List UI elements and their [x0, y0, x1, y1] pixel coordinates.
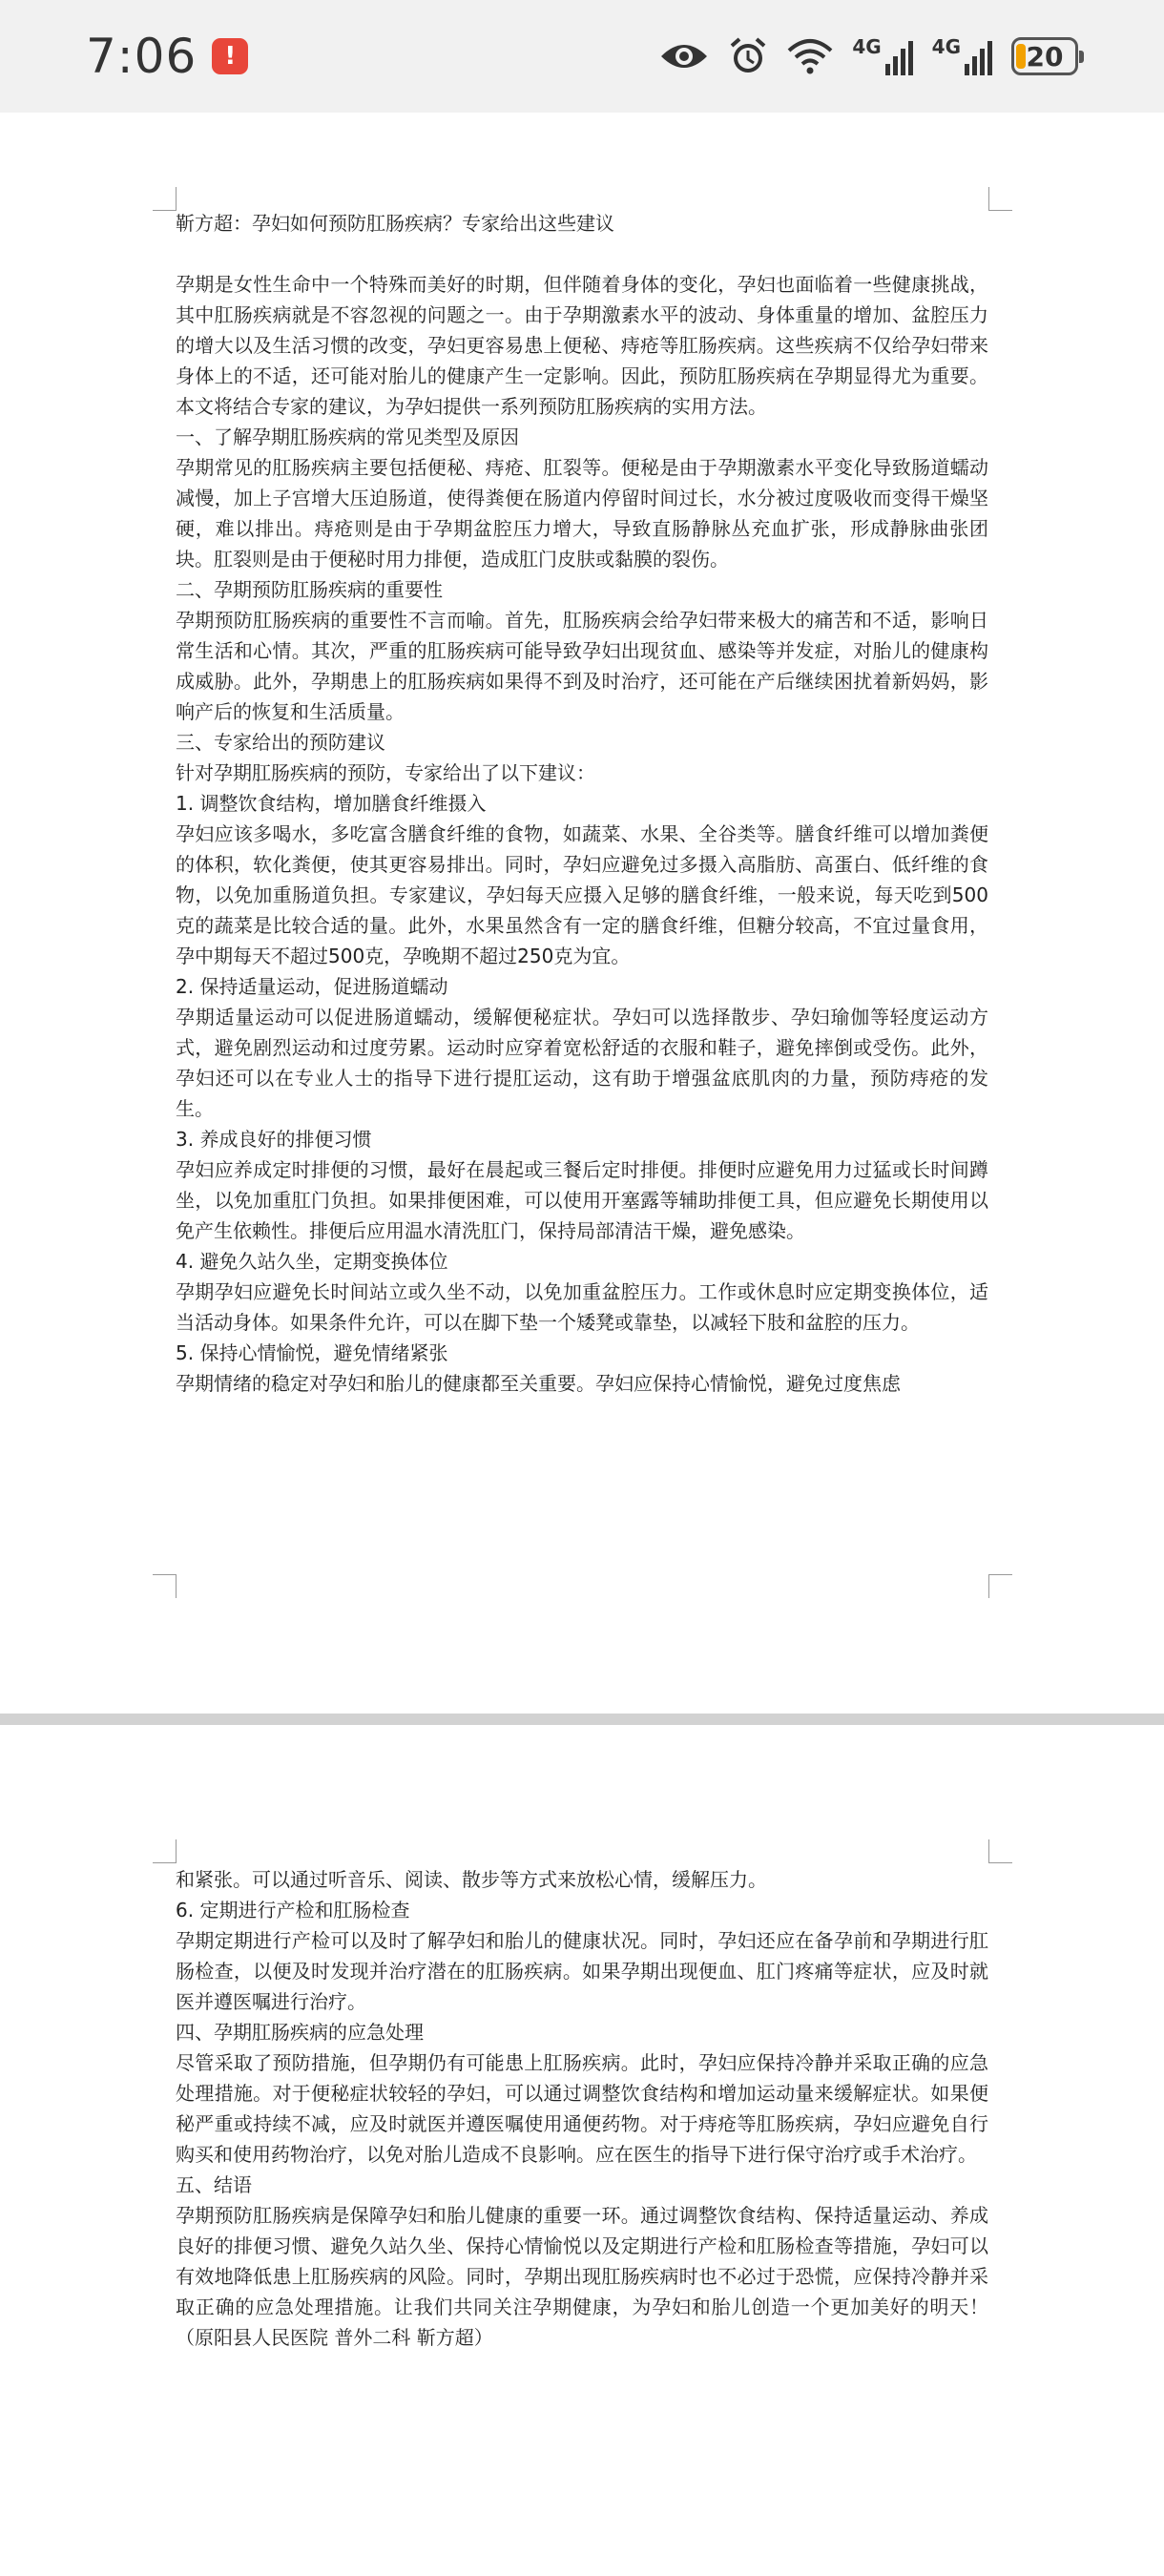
page-separator [0, 1714, 1164, 1725]
signal-icon: 4G [852, 37, 912, 75]
subheading: 3. 养成良好的排便习惯 [176, 1128, 372, 1151]
paragraph: 孕期定期进行产检可以及时了解孕妇和胎儿的健康状况。同时，孕妇还应在备孕前和孕期进行肛肠检查，以便及时发现并治疗潜在的肛肠疾病。如果孕期出现便血、肛门疼痛等症状，应及时就医并遵医嘱进行治疗。 [176, 1929, 988, 2013]
alarm-icon [728, 36, 768, 76]
document-title: 靳方超：孕妇如何预防肛肠疾病？专家给出这些建议 [176, 212, 614, 235]
section-heading: 四、孕期肛肠疾病的应急处理 [176, 2021, 424, 2044]
clock: 7:06 [86, 29, 197, 84]
paragraph: 孕妇应养成定时排便的习惯，最好在晨起或三餐后定时排便。排便时应避免用力过猛或长时间蹲坐，以免加重肛门负担。如果排便困难，可以使用开塞露等辅助排便工具，但应避免长期使用以免产生依赖性。排便后应用温水清洗肛门，保持局部清洁干燥，避免感染。 [176, 1158, 988, 1242]
subheading: 6. 定期进行产检和肛肠检查 [176, 1899, 410, 1922]
battery-level: 20 [1026, 40, 1064, 73]
paragraph: 孕期孕妇应避免长时间站立或久坐不动，以免加重盆腔压力。工作或休息时应定期变换体位，适当活动身体。如果条件允许，可以在脚下垫一个矮凳或靠垫，以减轻下肢和盆腔的压力。 [176, 1280, 988, 1334]
paragraph: 尽管采取了预防措施，但孕期仍有可能患上肛肠疾病。此时，孕妇应保持冷静并采取正确的应急处理措施。对于便秘症状较轻的孕妇，可以通过调整饮食结构和增加运动量来缓解症状。如果便秘严重或持续不减，应及时就医并遵医嘱使用通便药物。对于痔疮等肛肠疾病，孕妇应避免自行购买和使用药物治疗，以免对胎儿造成不良影响。应在医生的指导下进行保守治疗或手术治疗。 [176, 2051, 988, 2166]
crop-mark [153, 187, 177, 211]
notification-badge-icon[interactable]: ! [212, 38, 248, 74]
eye-icon [659, 39, 709, 73]
section-heading: 二、孕期预防肛肠疾病的重要性 [176, 578, 443, 601]
section-heading: 三、专家给出的预防建议 [176, 731, 385, 754]
document-page-1 [0, 113, 1164, 1714]
wifi-icon [787, 37, 833, 75]
signal-icon: 4G [932, 37, 992, 75]
document-page-2 [0, 1725, 1164, 2576]
paragraph: 孕期情绪的稳定对孕妇和胎儿的健康都至关重要。孕妇应保持心情愉悦，避免过度焦虑 [176, 1372, 901, 1395]
paragraph: 孕期常见的肛肠疾病主要包括便秘、痔疮、肛裂等。便秘是由于孕期激素水平变化导致肠道蠕动减慢，加上子宫增大压迫肠道，使得粪便在肠道内停留时间过长，水分被过度吸收而变得干燥坚硬，难以排出。痔疮则是由于孕期盆腔压力增大，导致直肠静脉丛充血扩张，形成静脉曲张团块。肛裂则是由于便秘时用力排便，造成肛门皮肤或黏膜的裂伤。 [176, 456, 988, 571]
paragraph: 孕期适量运动可以促进肠道蠕动，缓解便秘症状。孕妇可以选择散步、孕妇瑜伽等轻度运动方式，避免剧烈运动和过度劳累。运动时应穿着宽松舒适的衣服和鞋子，避免摔倒或受伤。此外，孕妇还可以在专业人士的指导下进行提肛运动，这有助于增强盆底肌肉的力量，预防痔疮的发生。 [176, 1006, 988, 1120]
battery-icon [1011, 37, 1078, 75]
crop-mark [153, 1574, 177, 1598]
section-heading: 五、结语 [176, 2173, 252, 2196]
paragraph: 针对孕期肛肠疾病的预防，专家给出了以下建议： [176, 761, 595, 784]
subheading: 5. 保持心情愉悦，避免情绪紧张 [176, 1341, 448, 1364]
crop-mark [988, 187, 1012, 211]
paragraph: 孕妇应该多喝水，多吃富含膳食纤维的食物，如蔬菜、水果、全谷类等。膳食纤维可以增加粪便的体积，软化粪便，使其更容易排出。同时，孕妇应避免过多摄入高脂肪、高蛋白、低纤维的食物，以免加重肠道负担。专家建议，孕妇每天应摄入足够的膳食纤维，一般来说，每天吃到500克的蔬菜是比较合适的量。此外，水果虽然含有一定的膳食纤维，但糖分较高，不宜过量食用，孕中期每天不超过500克，孕晚期不超过250克为宜。 [176, 822, 988, 967]
paragraph: 和紧张。可以通过听音乐、阅读、散步等方式来放松心情，缓解压力。 [176, 1868, 767, 1891]
page-2-content [176, 1864, 988, 2353]
subheading: 4. 避免久站久坐，定期变换体位 [176, 1250, 448, 1273]
paragraph: 孕期是女性生命中一个特殊而美好的时期，但伴随着身体的变化，孕妇也面临着一些健康挑战，其中肛肠疾病就是不容忽视的问题之一。由于孕期激素水平的波动、身体重量的增加、盆腔压力的增大以及生活习惯的改变，孕妇更容易患上便秘、痔疮等肛肠疾病。这些疾病不仅给孕妇带来身体上的不适，还可能对胎儿的健康产生一定影响。因此，预防肛肠疾病在孕期显得尤为重要。本文将结合专家的建议，为孕妇提供一系列预防肛肠疾病的实用方法。 [176, 273, 988, 418]
status-bar [0, 0, 1164, 113]
crop-mark [988, 1839, 1012, 1863]
section-heading: 一、了解孕期肛肠疾病的常见类型及原因 [176, 426, 519, 448]
crop-mark [153, 1839, 177, 1863]
subheading: 1. 调整饮食结构，增加膳食纤维摄入 [176, 792, 487, 815]
page-1-content [176, 208, 988, 1399]
subheading: 2. 保持适量运动，促进肠道蠕动 [176, 975, 448, 998]
paragraph: 孕期预防肛肠疾病的重要性不言而喻。首先，肛肠疾病会给孕妇带来极大的痛苦和不适，影响日常生活和心情。其次，严重的肛肠疾病可能导致孕妇出现贫血、感染等并发症，对胎儿的健康构成威胁。此外，孕期患上的肛肠疾病如果得不到及时治疗，还可能在产后继续困扰着新妈妈，影响产后的恢复和生活质量。 [176, 609, 988, 723]
paragraph: 孕期预防肛肠疾病是保障孕妇和胎儿健康的重要一环。通过调整饮食结构、保持适量运动、养成良好的排便习惯、避免久站久坐、保持心情愉悦以及定期进行产检和肛肠检查等措施，孕妇可以有效地降低患上肛肠疾病的风险。同时，孕期出现肛肠疾病时也不必过于恐慌，应保持冷静并采取正确的应急处理措施。让我们共同关注孕期健康，为孕妇和胎儿创造一个更加美好的明天！（原阳县人民医院 普外二科 靳方超） [176, 2204, 988, 2349]
crop-mark [988, 1574, 1012, 1598]
